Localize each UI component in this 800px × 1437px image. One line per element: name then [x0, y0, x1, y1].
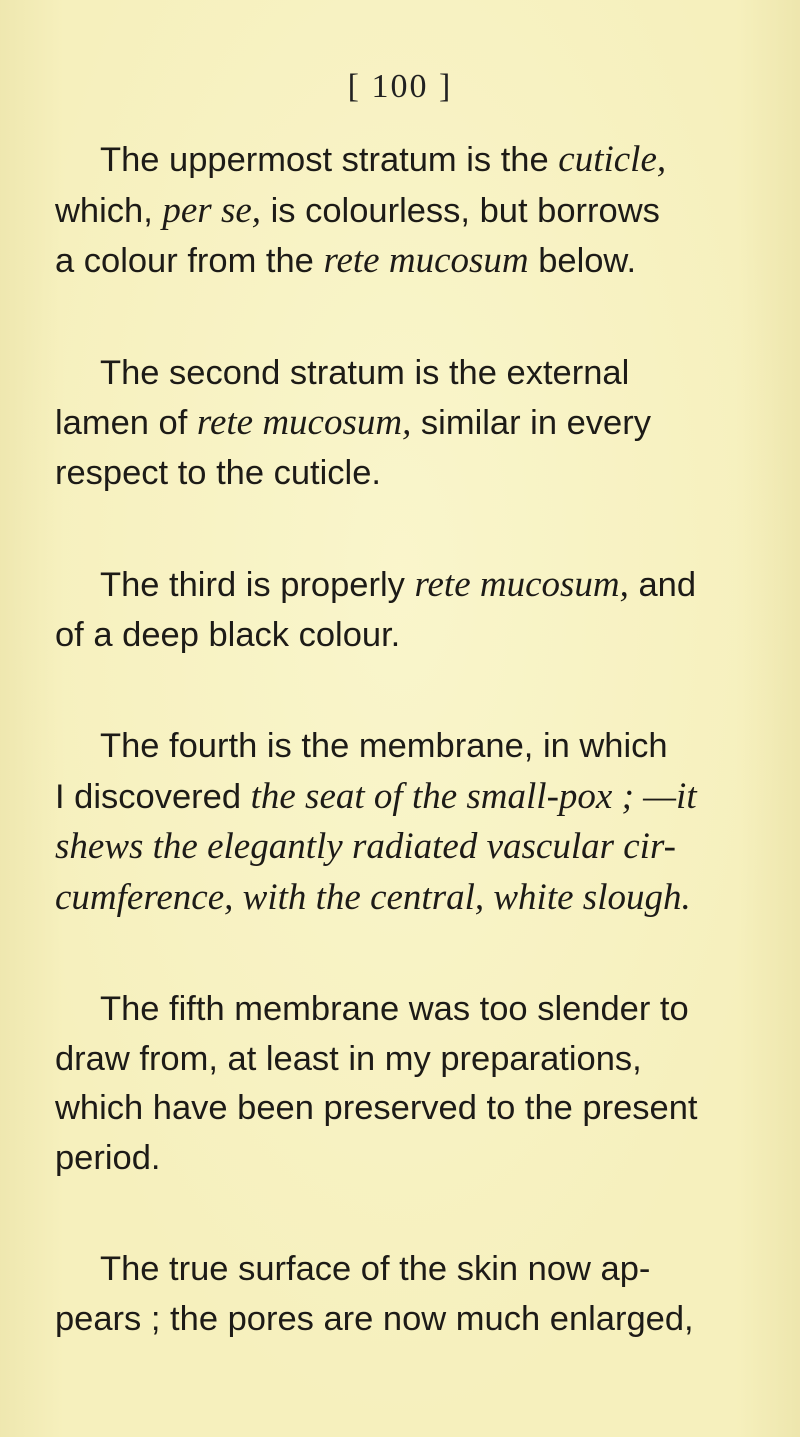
text-line: of a deep black colour. [55, 615, 401, 654]
text-line: a colour from the rete mucosum below. [55, 240, 637, 281]
paragraph-4 [55, 722, 745, 923]
paragraph-6 [55, 1245, 745, 1344]
text-line: I discovered the seat of the small-pox ; —it [55, 775, 697, 817]
text-line: cumference, with the central, white slough. [55, 876, 691, 918]
text-line: draw from, at least in my preparations, [55, 1039, 642, 1078]
page-number: [ 100 ] [347, 68, 453, 105]
text-line: The second stratum is the external [100, 353, 630, 392]
text-line: The uppermost stratum is the cuticle, [100, 139, 667, 180]
body-text [55, 135, 745, 1406]
text-line: period. [55, 1138, 161, 1177]
text-line: which have been preserved to the present [55, 1089, 698, 1127]
text-line: shews the elegantly radiated vascular cir- [55, 826, 676, 867]
text-line: The fourth is the membrane, in which [100, 727, 668, 765]
paragraph-3 [55, 560, 745, 660]
paragraph-5 [55, 985, 745, 1183]
text-line: respect to the cuticle. [55, 453, 381, 492]
text-line: pears ; the pores are now much enlarged, [55, 1299, 694, 1338]
paragraph-1 [55, 135, 745, 287]
text-line: The third is properly rete mucosum, and [100, 564, 697, 605]
paragraph-2 [55, 349, 745, 499]
text-line: which, per se, is colourless, but borrows [55, 189, 660, 231]
text-line: The true surface of the skin now ap- [100, 1250, 651, 1288]
text-line: The fifth membrane was too slender to [100, 990, 689, 1028]
text-line: lamen of rete mucosum, similar in every [55, 402, 651, 443]
